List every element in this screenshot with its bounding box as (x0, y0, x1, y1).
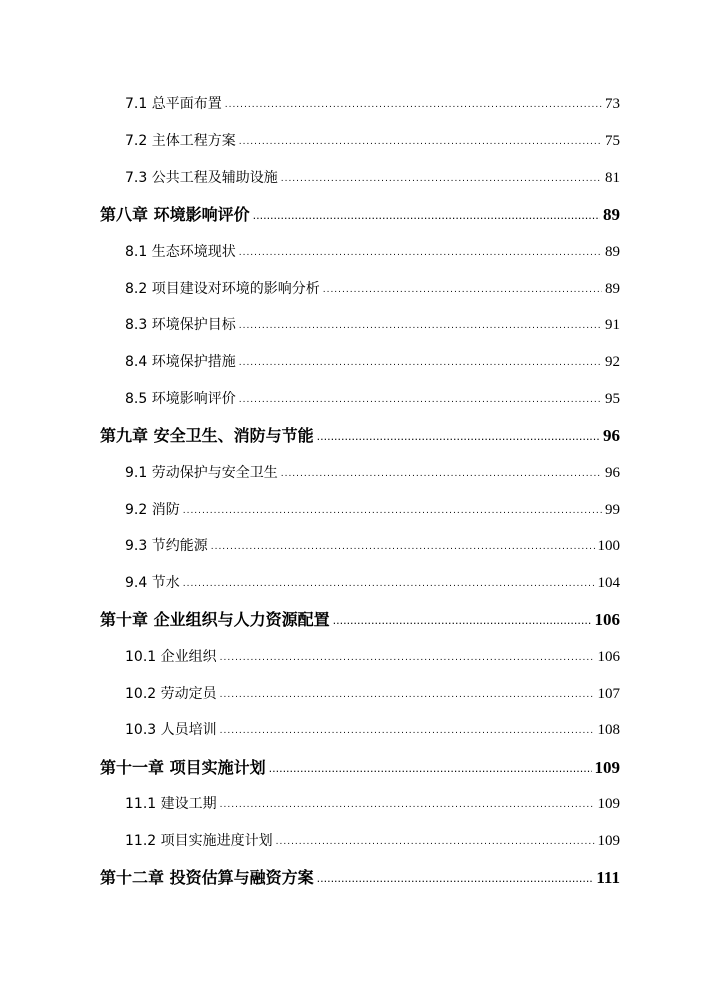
toc-entry-11-1[interactable] (125, 793, 620, 813)
toc-entry-8-3[interactable] (125, 314, 620, 334)
toc-entry-page: 99 (605, 502, 620, 518)
toc-entry-page: 89 (605, 281, 620, 297)
toc-entry-label: 8.2 项目建设对环境的影响分析 (125, 281, 320, 297)
toc-chapter-page: 96 (603, 426, 620, 445)
toc-entry-label: 8.1 生态环境现状 (125, 244, 236, 260)
toc-entry-label: 11.2 项目实施进度计划 (125, 833, 273, 849)
toc-chapter-page: 109 (594, 758, 620, 777)
toc-entry-label: 8.5 环境影响评价 (125, 391, 236, 407)
toc-entry-label: 7.2 主体工程方案 (125, 133, 236, 149)
toc-entry-label: 8.4 环境保护措施 (125, 354, 236, 370)
toc-entry-page: 89 (605, 244, 620, 260)
dot-leader (239, 315, 602, 329)
toc-entry-page: 96 (605, 465, 620, 481)
toc-entry-7-3[interactable] (125, 167, 620, 187)
toc-entry-page: 107 (597, 686, 620, 702)
dot-leader (239, 352, 602, 366)
toc-entry-10-3[interactable] (125, 719, 620, 739)
toc-entry-10-2[interactable] (125, 683, 620, 703)
toc-entry-page: 73 (605, 96, 620, 112)
dot-leader (220, 720, 595, 734)
toc-chapter-8[interactable] (100, 202, 620, 225)
dot-leader (211, 536, 595, 550)
toc-entry-9-1[interactable] (125, 462, 620, 482)
toc-chapter-9[interactable] (100, 423, 620, 446)
toc-entry-label: 9.4 节水 (125, 575, 180, 591)
toc-entry-page: 91 (605, 317, 620, 333)
toc-entry-8-1[interactable] (125, 241, 620, 261)
toc-entry-7-2[interactable] (125, 130, 620, 150)
dot-leader (220, 684, 595, 698)
toc-chapter-10[interactable] (100, 607, 620, 630)
toc-entry-label: 9.2 消防 (125, 502, 180, 518)
toc-entry-label: 10.2 劳动定员 (125, 686, 217, 702)
toc-entry-page: 109 (597, 833, 620, 849)
toc-entry-label: 9.3 节约能源 (125, 538, 208, 554)
toc-entry-10-1[interactable] (125, 646, 620, 666)
dot-leader (323, 279, 602, 293)
toc-chapter-page: 89 (603, 205, 620, 224)
toc-chapter-11[interactable] (100, 755, 620, 778)
toc-entry-page: 108 (597, 722, 620, 738)
dot-leader (220, 794, 595, 808)
toc-chapter-label: 第十二章 投资估算与融资方案 (100, 868, 314, 887)
toc-entry-page: 109 (597, 796, 620, 812)
dot-leader (333, 609, 592, 625)
dot-leader (183, 573, 595, 587)
toc-chapter-12[interactable] (100, 865, 620, 888)
toc-entry-label: 10.1 企业组织 (125, 649, 217, 665)
toc-entry-page: 95 (605, 391, 620, 407)
toc-entry-label: 10.3 人员培训 (125, 722, 217, 738)
toc-entry-label: 7.3 公共工程及辅助设施 (125, 170, 278, 186)
dot-leader (276, 831, 595, 845)
dot-leader (281, 463, 602, 477)
dot-leader (317, 425, 600, 441)
toc-entry-label: 11.1 建设工期 (125, 796, 217, 812)
toc-entry-8-4[interactable] (125, 351, 620, 371)
toc-entry-label: 9.1 劳动保护与安全卫生 (125, 465, 278, 481)
toc-entry-11-2[interactable] (125, 830, 620, 850)
dot-leader (225, 94, 602, 108)
dot-leader (281, 168, 602, 182)
toc-chapter-page: 111 (596, 868, 620, 887)
dot-leader (183, 500, 602, 514)
toc-entry-page: 75 (605, 133, 620, 149)
dot-leader (239, 242, 602, 256)
toc-entry-9-3[interactable] (125, 535, 620, 555)
toc-chapter-label: 第九章 安全卫生、消防与节能 (100, 426, 314, 445)
toc-chapter-page: 106 (594, 610, 620, 629)
dot-leader (269, 757, 592, 773)
toc-entry-8-2[interactable] (125, 278, 620, 298)
dot-leader (220, 647, 595, 661)
toc-entry-8-5[interactable] (125, 388, 620, 408)
dot-leader (253, 204, 600, 220)
toc-entry-page: 92 (605, 354, 620, 370)
toc-entry-9-2[interactable] (125, 499, 620, 519)
toc-chapter-label: 第十章 企业组织与人力资源配置 (100, 610, 330, 629)
dot-leader (239, 389, 602, 403)
toc-entry-page: 100 (597, 538, 620, 554)
toc-entry-label: 7.1 总平面布置 (125, 96, 222, 112)
toc-entry-7-1[interactable] (125, 93, 620, 113)
toc-chapter-label: 第八章 环境影响评价 (100, 205, 250, 224)
dot-leader (317, 867, 594, 883)
toc-chapter-label: 第十一章 项目实施计划 (100, 758, 266, 777)
toc-entry-page: 106 (597, 649, 620, 665)
toc-entry-page: 81 (605, 170, 620, 186)
toc-entry-page: 104 (597, 575, 620, 591)
dot-leader (239, 131, 602, 145)
toc-entry-9-4[interactable] (125, 572, 620, 592)
toc-entry-label: 8.3 环境保护目标 (125, 317, 236, 333)
